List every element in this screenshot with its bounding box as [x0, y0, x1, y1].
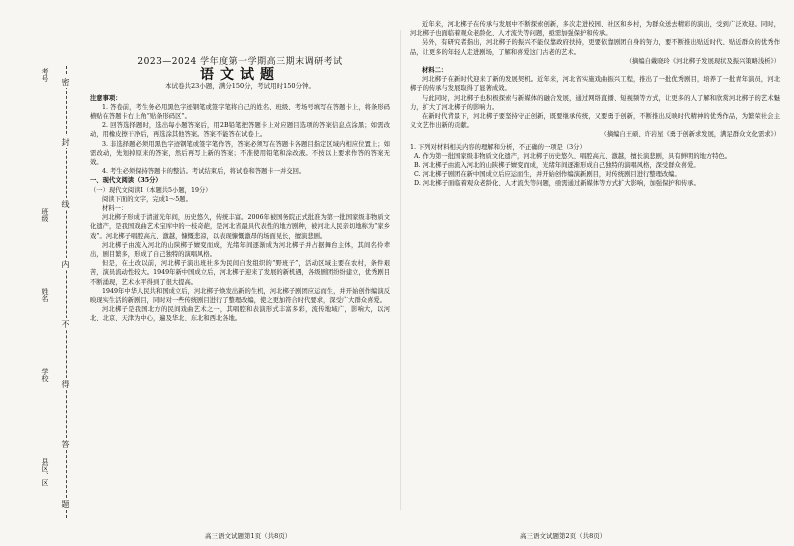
reading-instruction: 阅读下面的文字，完成1～5题。: [102, 195, 192, 203]
question-option: D. 河北梆子面临着观众老龄化、人才流失等问题，亟需通过新媒体等方式扩大影响，加强保护和传承。: [414, 180, 700, 188]
body-paragraph: 河北梆子形成于清道光年间，历史悠久，传统丰富。2006年被国务院正式批准为第一批国家级非物质文化遗产，是我国戏曲艺术宝库中的一枝奇葩，是河北省最具代表性的地方剧种，被河北人民亲切地称为“家乡戏”。河北梆子唱腔高亢、激越，慷慨悲凉，以表现慷慨激昂的场面见长，擅演悲剧。: [90, 214, 390, 240]
body-paragraph: 河北梆子由流入河北的山陕梆子嬗变而成，光绪年间逐渐成为河北梆子并占据舞台主体，其间名伶辈出，剧目繁多，形成了自己独特的演唱风格。: [90, 241, 390, 259]
body-paragraph: 近年来，河北梆子在传承与发展中不断探索创新，多次走进校园、社区和乡村，为群众送去精彩的演出，受到广泛欢迎。同时，河北梆子也面临着观众老龄化、人才流失等问题，亟需加强保护和传承。: [410, 21, 780, 38]
field-class: 班级: [41, 208, 49, 222]
body-paragraph: 另外，有研究者指出，河北梆子的振兴不能仅靠政府扶持，更要依靠剧团自身的努力，要不断推出贴近时代、贴近群众的优秀作品，让更多的年轻人走进剧场，了解和喜爱这门古老的艺术。: [410, 39, 780, 56]
page-footer-right: 高三语文试题第2页（共8页）: [520, 532, 607, 540]
notice-item: 4. 考生必须保持答题卡的整洁。考试结束后，将试卷和答题卡一并交回。: [102, 168, 306, 176]
field-exam-number: 考号: [41, 68, 49, 82]
field-name: 姓名: [41, 288, 49, 302]
body-paragraph: 1949年中华人民共和国成立后，河北梆子焕发出新的生机，河北梆子剧团应运而生，并开始创作编演反映现实生活的新剧目，同时对一些传统剧目进行了整理改编，使之更加符合时代要求，深受广大群众喜爱。: [90, 287, 390, 305]
seal-word: 密: [61, 78, 70, 86]
seal-word: 题: [61, 500, 70, 508]
question-option: C. 河北梆子剧团在新中国成立后应运而生，并开始创作编演新剧目，对传统剧目进行整理改编。: [414, 171, 681, 179]
notice-item: 3. 非选择题必须用黑色字迹钢笔或签字笔作答，答案必须写在答题卡各题目指定区域内相应位置上；如需改动，先划掉原来的答案，然后再写上新的答案；不准使用铅笔和涂改液。不按以上要求作答的答案无效。: [90, 140, 390, 167]
seal-word: 内: [61, 260, 70, 268]
seal-word: 封: [61, 138, 70, 146]
seal-word: 得: [61, 380, 70, 388]
body-paragraph: 但是，在土改以前，河北梆子演出班社多为民间自发组织的“野班子”，活动区域主要在农村，条件艰苦，演员流动性较大。1949年新中国成立后，河北梆子迎来了发展的新机遇，各级剧团纷纷建立，优秀剧目不断涌现，艺术水平得到了很大提高。: [90, 260, 390, 286]
body-paragraph: 与此同时，河北梆子也积极探索与新媒体的融合发展，通过网络直播、短视频等方式，让更多的人了解和欣赏河北梆子的艺术魅力，扩大了河北梆子的影响力。: [410, 94, 780, 111]
subject-title: 语文试题: [200, 67, 280, 84]
field-school: 学校: [41, 368, 49, 382]
body-paragraph: 河北梆子在新时代迎来了新的发展契机。近年来，河北省实施戏曲振兴工程，推出了一批优秀剧目，培养了一批青年演员，河北梆子的传承与发展取得了显著成效。: [410, 76, 780, 93]
section-heading: 一、现代文阅读（35分）: [90, 177, 162, 185]
left-column: [90, 20, 390, 324]
material-label: 材料一：: [102, 205, 128, 213]
notice-title: 注意事项：: [90, 94, 122, 102]
citation: （摘编自王硕、许岩星《勇于创新求发展，满足群众文化需求》）: [600, 131, 780, 139]
column-divider: [400, 30, 401, 510]
notice-item: 1. 答卷前，考生务必用黑色字迹钢笔或签字笔将自己的姓名、班级、考场号填写在答题卡上，将条形码横贴在答题卡右上角“贴条形码区”。: [90, 103, 390, 121]
question-option: B. 河北梆子由流入河北的山陕梆子嬗变而成，光绪年间逐渐形成自己独特的演唱风格，深受群众喜爱。: [414, 162, 700, 170]
seal-word: 不: [61, 320, 70, 328]
exam-title: 2023—2024 学年度第一学期高三期末调研考试: [137, 57, 343, 67]
field-district: 县区、区: [41, 458, 49, 486]
body-paragraph: 在新时代背景下，河北梆子要坚持守正创新，既要继承传统，又要勇于创新，不断推出反映时代精神的优秀作品，为繁荣社会主义文艺作出新的贡献。: [410, 113, 780, 130]
seal-line: [66, 66, 68, 518]
exam-info: 本试卷共23小题，满分150分，考试用时150分钟。: [164, 82, 316, 91]
body-paragraph: 河北梆子是我国北方的民间戏曲艺术之一，其唱腔和表演形式丰富多彩，流传地域广，影响大，以河北、北京、天津为中心，遍及华北、东北和西北各地。: [90, 306, 390, 323]
seal-word: 线: [61, 200, 70, 208]
seal-word: 答: [61, 440, 70, 448]
notice-item: 2. 回答选择题时，选出每小题答案后，用2B铅笔把答题卡上对应题目选项的答案信息点涂黑；如需改动，用橡皮擦干净后，再选涂其他答案。答案不能答在试卷上。: [90, 122, 390, 139]
binding-margin: [22, 58, 92, 528]
right-column: [410, 20, 780, 189]
page-footer-left: 高三语文试题第1页（共8页）: [205, 532, 292, 540]
question-stem: 1. 下列对材料相关内容的理解和分析，不正确的一项是（3分）: [410, 143, 586, 151]
question-option: A. 作为第一批国家级非物质文化遗产，河北梆子历史悠久、唱腔高亢、激越，擅长演悲剧，具有鲜明的地方特色。: [414, 152, 732, 160]
subsection-heading: （一）现代文阅读Ⅰ（本题共5小题，19分）: [90, 186, 212, 194]
material-label: 材料二：: [422, 67, 448, 75]
citation: （摘编自戴晓玲《河北梆子发展现状及振兴策略浅析》）: [625, 57, 780, 65]
